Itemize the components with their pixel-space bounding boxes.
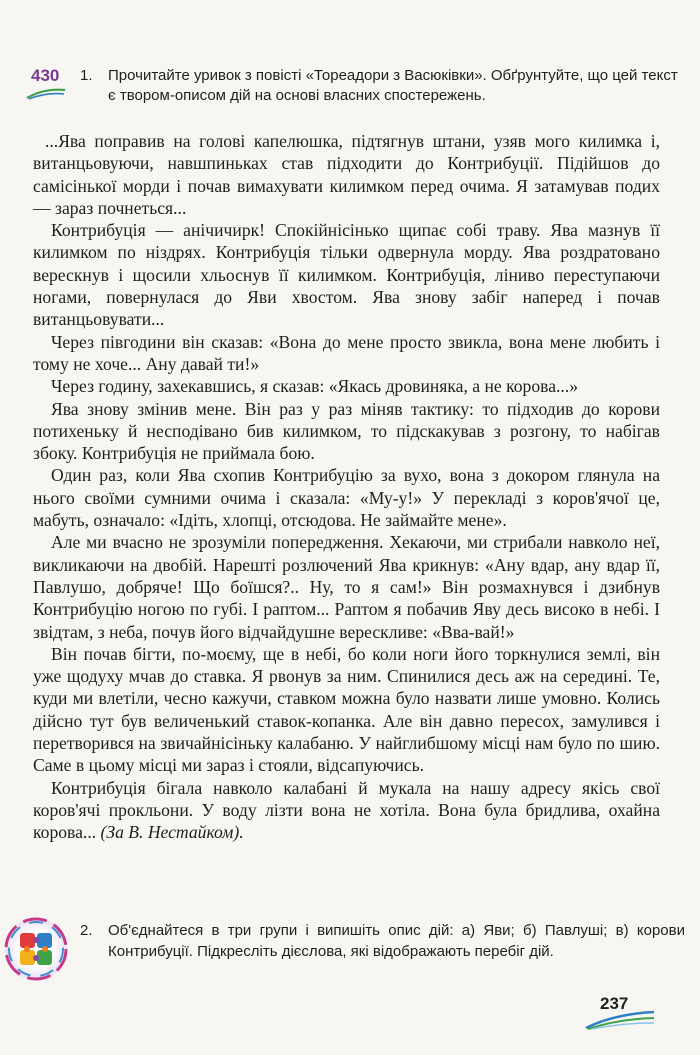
task-2-instruction: Об'єднайтеся в три групи і випишіть опис дій: а) Яви; б) Павлуші; в) корови Контрибуції. Підкресліть дієслова, які відображають перебіг дій. bbox=[108, 922, 685, 960]
story-paragraph: Через годину, захекавшись, я сказав: «Якась дровиняка, а не корова...» bbox=[51, 376, 579, 397]
task-2 bbox=[80, 921, 685, 962]
story-last-text: Контрибуція бігала навколо калабані й мукала на нашу адресу якісь свої коров'ячі прокльони. У воду лізти вона не хотіла. Вона була бридлива, охайна корова... bbox=[33, 777, 660, 843]
exercise-number: 430 bbox=[31, 66, 60, 85]
story-paragraph: Ява знову змінив мене. Він раз у раз міняв тактику: то підходив до корови потихеньку й несподівано бив килимком, то підскакував з розгону, то набігав збоку. Контрибуція не приймала бою. bbox=[33, 398, 660, 464]
group-work-puzzle-icon bbox=[3, 916, 69, 982]
story-paragraph: Через півгодини він сказав: «Вона до мене просто звикла, вона мене любить і тому не хоче... Ану давай ти!» bbox=[33, 331, 660, 374]
story-source: (За В. Нестайком). bbox=[100, 822, 244, 843]
task-2-number: 2. bbox=[80, 922, 93, 939]
task-1 bbox=[80, 66, 680, 106]
story-text bbox=[33, 130, 660, 844]
story-paragraph: Але ми вчасно не зрозуміли попередження. Хекаючи, ми стрибали навколо неї, викликаючи на двобій. Нарешті розлючений Ява крикнув: «Ану вдар, ану вдар її, Павлушо, добряче! Що боїшся?.. Ну, то я сам!» Він розмахнувся і дзибнув Контрибуцію ногою по губі. І раптом... Раптом я побачив Яву десь високо в небі. І звідтам, з неба, почув його відчайдушне верескливе: «Вва-вай!» bbox=[33, 532, 660, 642]
story-paragraph-last bbox=[33, 777, 660, 844]
story-paragraph: Один раз, коли Ява схопив Контрибуцію за вухо, вона з докором глянула на нього своїми сумними очима і сказала: «Му-у!» У перекладі з коров'ячої це, мабуть, означало: «Ідіть, хлопці, отсюдова. Не займайте мене». bbox=[33, 465, 660, 531]
story-paragraph: ...Ява поправив на голові капелюшка, підтягнув штани, узяв мого килимка і, витанцьовуючи, навшпиньках став підходити до Контрибуції. Підійшов до самісінької морди і почав вимахувати килимком перед очима. Я затамував подих — зараз почнеться... bbox=[33, 131, 660, 218]
page-swoosh-icon bbox=[584, 1008, 656, 1030]
story-paragraph: Він почав бігти, по-моєму, ще в небі, бо коли ноги його торкнулися землі, він уже щодуху мчав до ставка. Я рвонув за ним. Спинилися десь аж на середині. Те, куди ми влетіли, чесно кажучи, ставком можна було назвати лише умовно. Колись дійсно тут був величенький ставок-копанка. Але він давно пересох, замулився і перетворився на звичайнісіньку калабаню. У найглибшому місці нам було по шию. Саме в цьому місці ми зараз і стояли, відсапуючись. bbox=[33, 643, 660, 776]
task-1-instruction: Прочитайте уривок з повісті «Тореадори з Васюківки». Обґрунтуйте, що цей текст є твором-описом дій на основі власних спостережень. bbox=[108, 67, 678, 104]
exercise-swoosh-icon bbox=[26, 86, 66, 100]
task-1-number: 1. bbox=[80, 67, 93, 84]
page-number: 237 bbox=[600, 994, 629, 1013]
story-paragraph: Контрибуція — анічичирк! Спокійнісінько щипає собі траву. Ява мазнув її килимком по ніздрях. Контрибуція тільки одвернула морду. Ява роздратовано верескнув і щосили хльоснув її килимком. Контрибуція, ліниво переступаючи ногами, повернулася до Яви хвостом. Ява знову забіг наперед і почав витанцьовувати... bbox=[33, 220, 660, 330]
